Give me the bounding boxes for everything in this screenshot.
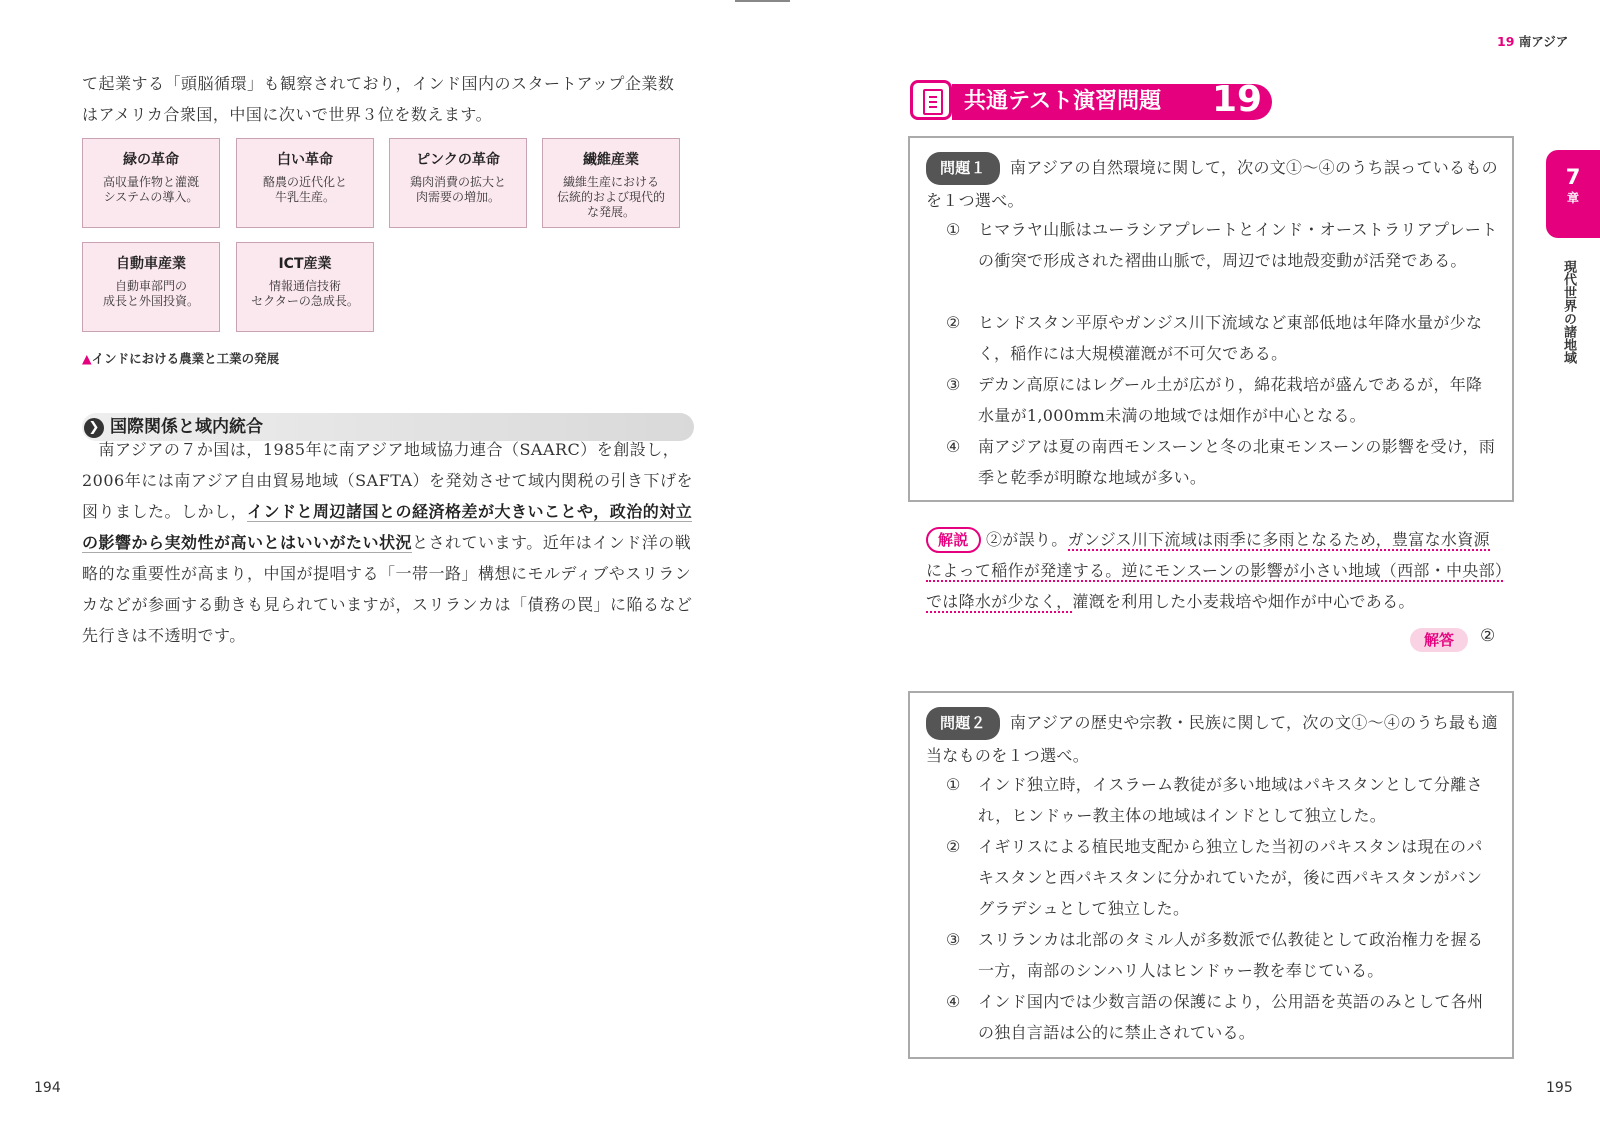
chevron-right-icon: ❯ (84, 418, 104, 438)
option-mark: ③ (946, 375, 961, 394)
intro-line-2: はアメリカ合衆国，中国に次いで世界３位を数えます。 (82, 105, 493, 124)
paragraph-start: 南アジアの７か国は，1985年に南アジア地域協力連合（SAARC）を創設し，2006年には南アジア自由貿易地域（SAFTA）を発効させて域内関税の引き下げを図りました。しかし， (82, 440, 694, 521)
paragraph-end: とされています。近年はインド洋の戦略的な重要性が高まり，中国が提唱する「一帯一路」構想にモルディブやスリランカなどが参画する動きも見られていますが，スリランカは「債務の罠」に陥るなど先行きは不透明です。 (82, 533, 693, 645)
box-automobile-industry (82, 242, 220, 332)
option-text: ヒンドスタン平原やガンジス川下流域など東部低地は年降水量が少なく，稲作には大規模灌漑が不可欠である。 (978, 313, 1483, 363)
box-desc: 鶏肉消費の拡大と 肉需要の増加。 (409, 175, 506, 204)
document-icon (910, 80, 952, 120)
box-ict-industry (236, 242, 374, 332)
box-title: 白い革命 (277, 152, 333, 168)
answer-value: ② (1480, 626, 1496, 646)
option-mark: ② (946, 837, 961, 856)
running-header (1497, 32, 1568, 50)
explanation-text (926, 524, 1506, 617)
box-desc: 繊維生産における 伝統的および現代的 な発展。 (556, 175, 665, 219)
option-mark: ① (946, 220, 961, 239)
question-2-label: 問題２ (926, 707, 1000, 740)
box-desc: 自動車部門の 成長と外国投資。 (102, 279, 199, 308)
box-title: ICT産業 (278, 256, 332, 272)
header-chapter-number: 19 (1497, 34, 1515, 49)
option-mark: ③ (946, 930, 961, 949)
explanation-rest: 灌漑を利用した小麦栽培や畑作が中心である。 (1072, 592, 1415, 611)
figure-caption (82, 349, 279, 367)
question-2-option (946, 986, 1498, 1048)
question-2-stem (926, 707, 1498, 771)
page-number-left: 194 (34, 1080, 61, 1096)
box-textile-industry (542, 138, 680, 228)
box-desc: 酪農の近代化と 牛乳生産。 (262, 175, 347, 204)
option-text: スリランカは北部のタミル人が多数派で仏教徒として政治権力を握る一方，南部のシンハリ人はヒンドゥー教を奉じている。 (978, 930, 1484, 980)
question-2-box (908, 691, 1514, 1059)
option-mark: ④ (946, 437, 961, 456)
box-pink-revolution (389, 138, 527, 228)
exercise-number: 19 (1212, 79, 1263, 120)
question-2-text: 南アジアの歴史や宗教・民族に関して，次の文①～④のうち最も適当なものを１つ選べ。 (926, 713, 1498, 765)
header-title: 南アジア (1518, 34, 1569, 49)
box-green-revolution (82, 138, 220, 228)
chapter-side-title: 現代世界の諸地域 (1561, 260, 1576, 364)
question-1-option (946, 214, 1498, 276)
explanation-underlined: ガンジス川下流域は雨季に多雨となるため，豊富な水資源によって稲作が発達する。逆にモンスーンの影響が小さい地域（西部・中央部）では降水が少なく， (926, 530, 1504, 611)
question-2-option (946, 831, 1498, 924)
question-1-box (908, 136, 1514, 502)
option-text: 南アジアは夏の南西モンスーンと冬の北東モンスーンの影響を受け，雨季と乾季が明瞭な地域が多い。 (978, 437, 1496, 487)
question-1-option (946, 431, 1498, 493)
spine-mark (735, 0, 790, 2)
question-2-option (946, 769, 1498, 831)
box-desc: 情報通信技術 セクターの急成長。 (251, 279, 359, 308)
box-title: 自動車産業 (116, 256, 186, 272)
option-text: デカン高原にはレグール土が広がり，綿花栽培が盛んであるが，年降水量が1,000mm未満の地域では畑作が中心となる。 (978, 375, 1483, 425)
triangle-icon: ▲ (82, 351, 92, 366)
page-number-right: 195 (1546, 1080, 1573, 1096)
option-text: イギリスによる植民地支配から独立した当初のパキスタンは現在のパキスタンと西パキスタンに分かれていたが，後に西パキスタンがバングラデシュとして独立した。 (978, 837, 1483, 918)
explanation-label: 解説 (926, 527, 981, 553)
answer-label: 解答 (1410, 628, 1468, 652)
section-paragraph (82, 434, 702, 651)
box-title: 緑の革命 (123, 152, 179, 168)
chapter-number: 7 (1565, 165, 1581, 189)
intro-line-1: て起業する「頭脳循環」も観察されており，インド国内のスタートアップ企業数 (82, 74, 675, 93)
explanation-lead: ②が誤り。 (986, 530, 1068, 549)
question-1-label: 問題１ (926, 152, 1000, 185)
question-1-stem (926, 152, 1498, 216)
highlighted-text: インドと周辺諸国との経済格差が大きいことや，政治的対立の影響から実効性が高いとはいいがたい状況 (82, 502, 693, 552)
option-text: インド国内では少数言語の保護により，公用語を英語のみとして各州の独自言語は公的に禁止されている。 (978, 992, 1484, 1042)
chapter-tab (1546, 150, 1600, 238)
option-mark: ④ (946, 992, 961, 1011)
option-mark: ② (946, 313, 961, 332)
intro-text (82, 68, 702, 130)
option-text: インド独立時，イスラーム教徒が多い地域はパキスタンとして分離され，ヒンドゥー教主体の地域はインドとして独立した。 (978, 775, 1483, 825)
question-1-text: 南アジアの自然環境に関して，次の文①～④のうち誤っているものを１つ選べ。 (926, 158, 1498, 210)
box-title: 繊維産業 (583, 152, 639, 168)
section-title: 国際関係と域内統合 (110, 417, 263, 437)
question-1-option (946, 369, 1498, 431)
question-2-option (946, 924, 1498, 986)
option-mark: ① (946, 775, 961, 794)
option-text: ヒマラヤ山脈はユーラシアプレートとインド・オーストラリアプレートの衝突で形成された褶曲山脈で，周辺では地殻変動が活発である。 (978, 220, 1498, 270)
exercise-title: 共通テスト演習問題 (964, 89, 1162, 114)
box-white-revolution (236, 138, 374, 228)
box-desc: 高収量作物と灌漑 システムの導入。 (102, 175, 199, 204)
box-title: ピンクの革命 (416, 152, 500, 168)
question-1-option (946, 307, 1498, 369)
chapter-unit: 章 (1566, 191, 1579, 205)
caption-text: インドにおける農業と工業の発展 (91, 351, 280, 366)
